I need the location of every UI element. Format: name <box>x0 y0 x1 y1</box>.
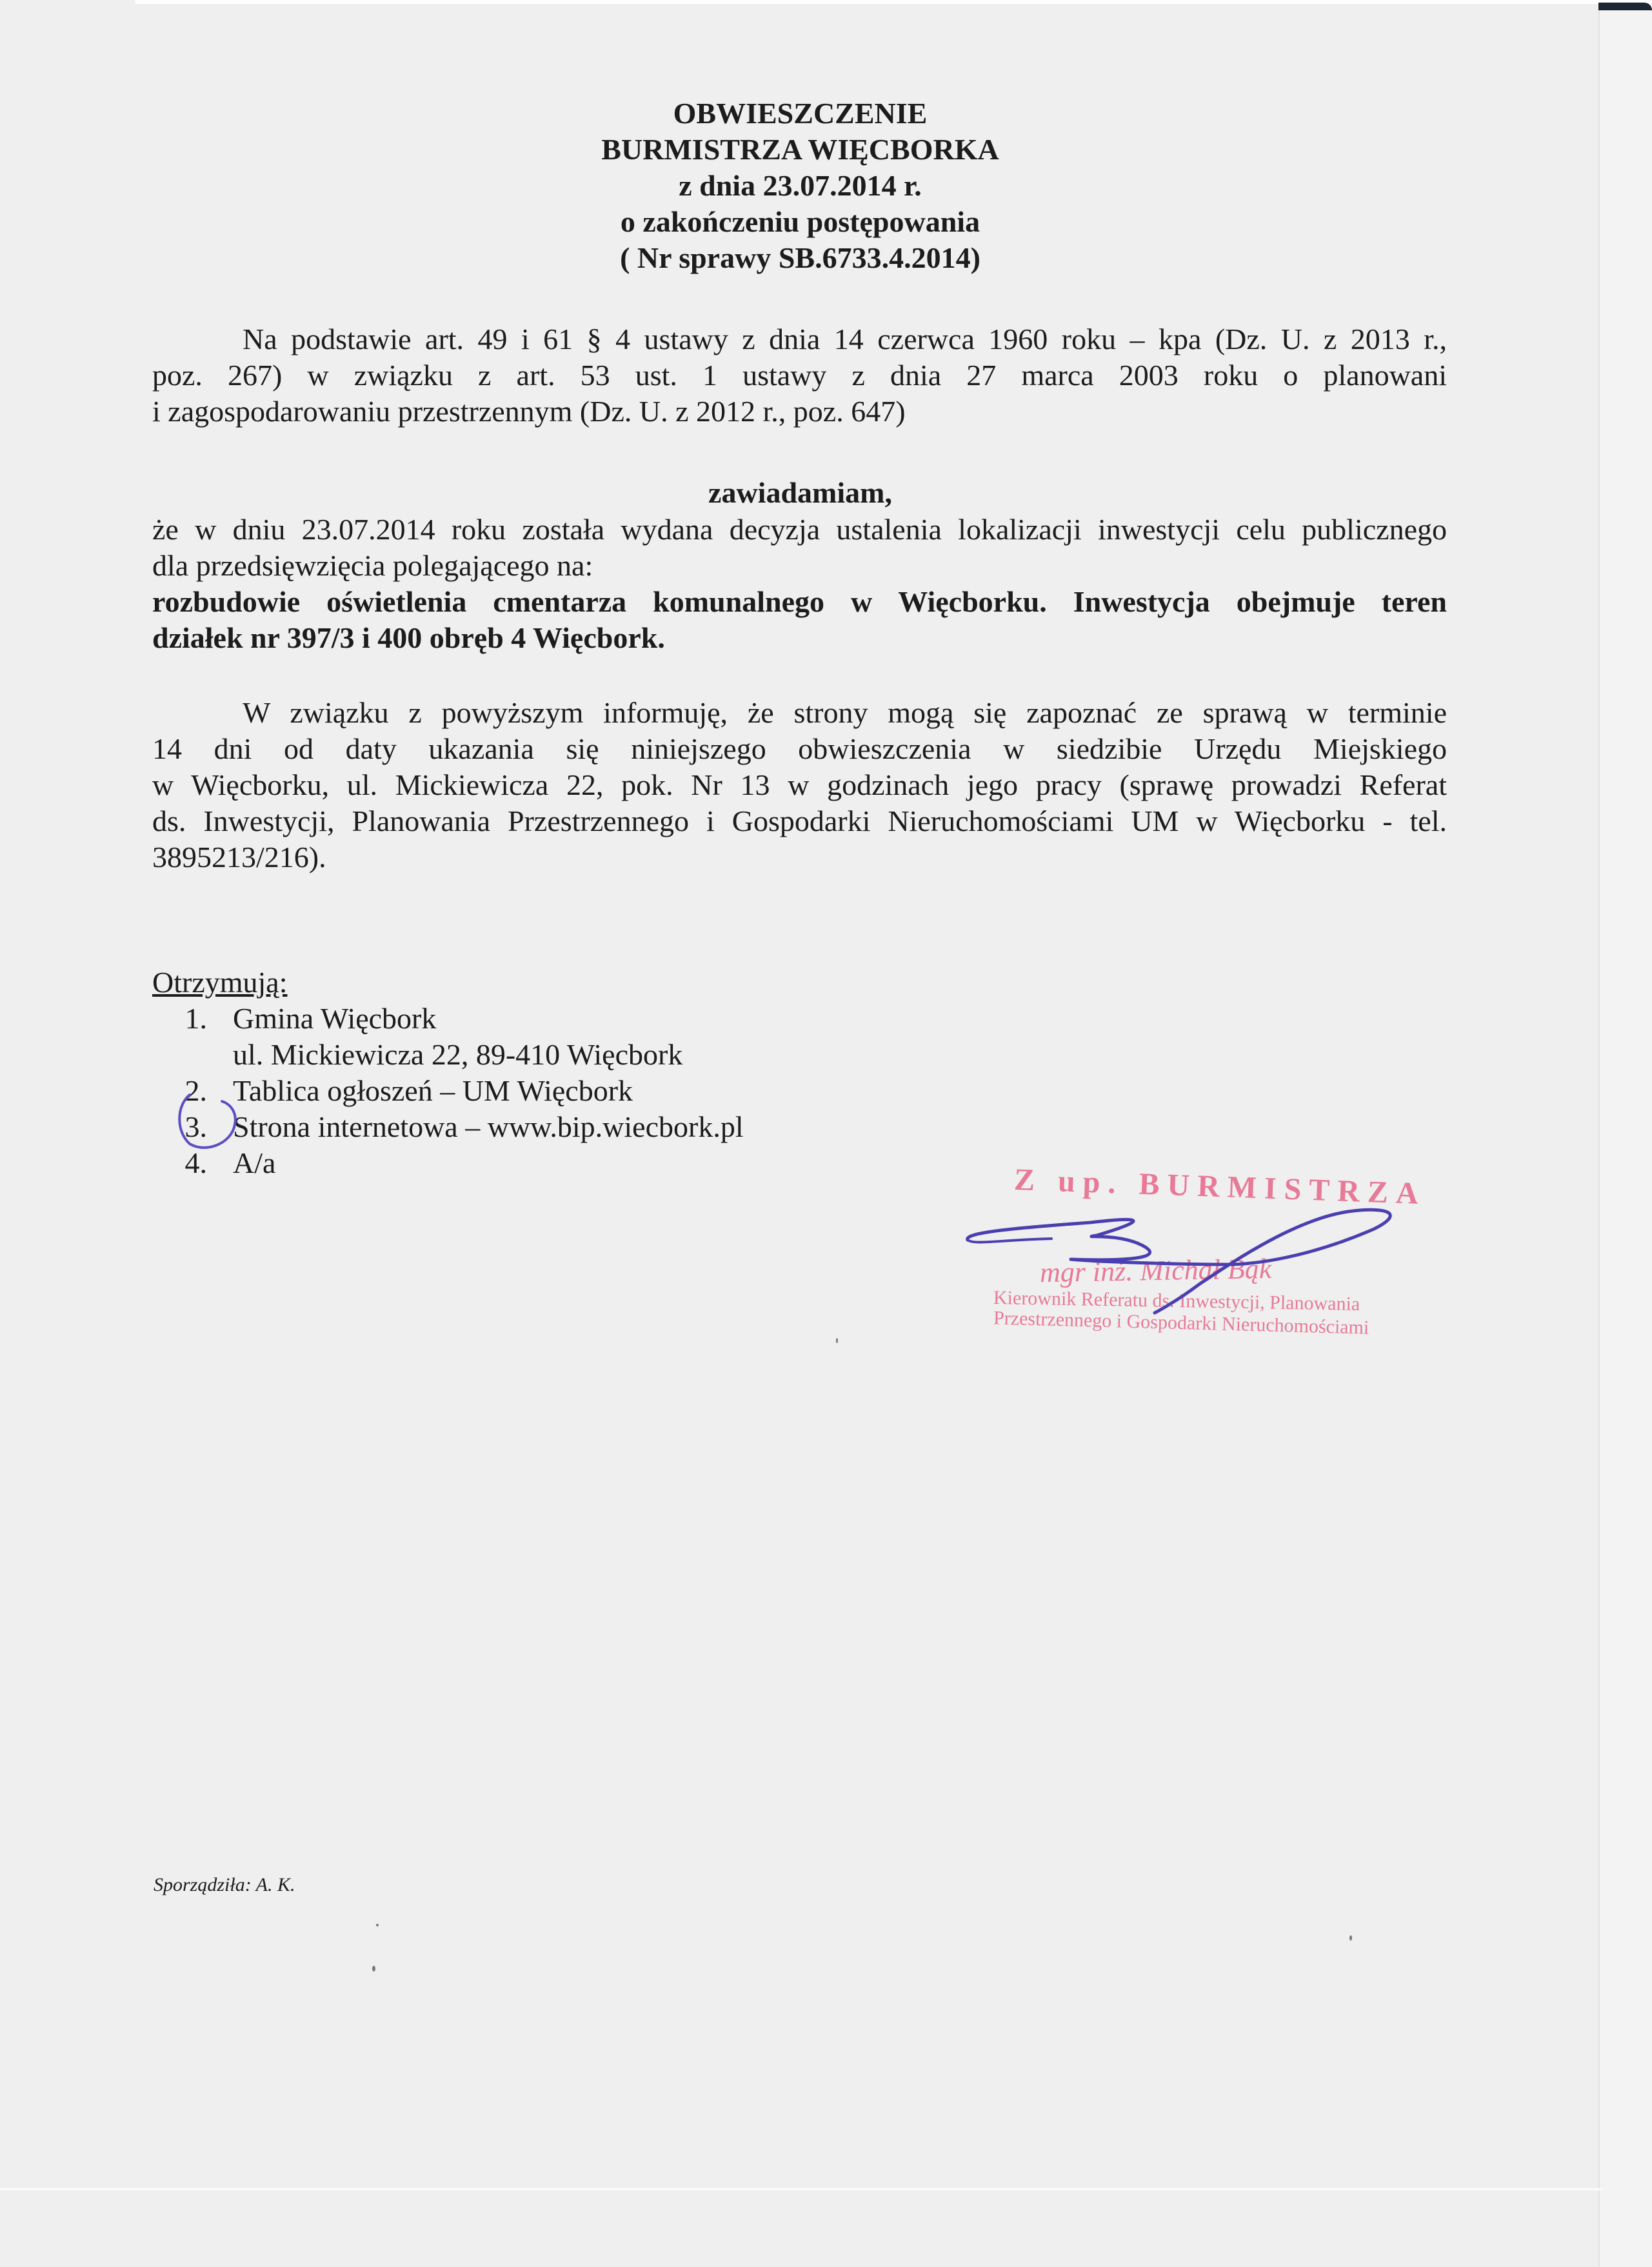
pen-circle-mark <box>170 1092 246 1150</box>
stamp-signatory-name: mgr inż. Michał Bąk <box>1039 1252 1272 1289</box>
header-subject: o zakończeniu postępowania <box>620 205 980 238</box>
announce-heading: zawiadamiam, <box>708 476 892 509</box>
paragraph-line: W związku z powyższym informuję, że strony mogą się zapoznać ze sprawą w terminie <box>243 696 1447 729</box>
paragraph-line: dla przedsięwzięcia polegającego na: <box>152 549 593 582</box>
paragraph-line: w Więcborku, ul. Mickiewicza 22, pok. Nr 13 w godzinach jego pracy (sprawę prowadzi Referat <box>152 768 1447 801</box>
recipient-name: A/a <box>233 1146 276 1179</box>
decision-paragraph <box>152 512 1447 656</box>
recipient-name: Tablica ogłoszeń – UM Więcbork <box>233 1074 633 1107</box>
information-paragraph <box>152 695 1447 875</box>
recipient-number: 3. <box>184 1110 207 1143</box>
recipients-title: Otrzymują: <box>152 966 288 999</box>
scan-page-edge <box>1598 5 1652 2267</box>
handwritten-signature <box>961 1200 1413 1316</box>
recipient-name: Gmina Więcbork <box>233 1002 437 1035</box>
header-title: OBWIESZCZENIE <box>673 97 928 130</box>
investment-description-line: działek nr 397/3 i 400 obręb 4 Więcbork. <box>152 621 665 654</box>
paragraph-line: poz. 267) w związku z art. 53 ust. 1 ustawy z dnia 27 marca 2003 roku o planowani <box>152 359 1447 392</box>
scan-speck <box>372 1966 375 1972</box>
header-case-number: ( Nr sprawy SB.6733.4.2014) <box>620 241 980 274</box>
paragraph-line: ds. Inwestycji, Planowania Przestrzennego i Gospodarki Nieruchomościami UM w Więcborku - tel. <box>152 804 1447 837</box>
paragraph-line: i zagospodarowaniu przestrzennym (Dz. U. z 2012 r., poz. 647) <box>152 395 906 428</box>
recipient-item <box>152 1145 744 1181</box>
scan-corner-shadow <box>1598 3 1652 10</box>
recipient-address: ul. Mickiewicza 22, 89-410 Więcbork <box>233 1038 683 1071</box>
stamp-title: Z up. BURMISTRZA <box>1013 1162 1427 1212</box>
scan-speck <box>1349 1935 1352 1941</box>
prepared-by: Sporządziła: A. K. <box>154 1874 295 1895</box>
scan-speck <box>376 1924 379 1926</box>
investment-description-line: rozbudowie oświetlenia cmentarza komunalnego w Więcborku. Inwestycja obejmuje teren <box>152 585 1447 618</box>
scan-bottom-edge <box>0 2188 1602 2190</box>
paragraph-line: że w dniu 23.07.2014 roku została wydana decyzja ustalenia lokalizacji inwestycji celu publicznego <box>152 513 1447 546</box>
stamp-role: Przestrzennego i Gospodarki Nieruchomościami <box>993 1307 1369 1339</box>
header-date: z dnia 23.07.2014 r. <box>679 169 922 202</box>
recipient-name: Strona internetowa – www.bip.wiecbork.pl <box>233 1110 744 1143</box>
header-issuer: BURMISTRZA WIĘCBORKA <box>601 133 999 166</box>
paragraph-line: 3895213/216). <box>152 841 326 874</box>
scan-top-edge <box>135 0 1652 4</box>
recipient-item <box>152 1001 744 1037</box>
paragraph-line: Na podstawie art. 49 i 61 § 4 ustawy z dnia 14 czerwca 1960 roku – kpa (Dz. U. z 2013 r., <box>243 323 1447 355</box>
paragraph-line: 14 dni od daty ukazania się niniejszego obwieszczenia w siedzibie Urzędu Miejskiego <box>152 732 1447 765</box>
scan-speck <box>836 1338 838 1343</box>
stamp-role: Kierownik Referatu ds. Inwestycji, Planowania <box>993 1287 1360 1315</box>
recipient-number: 2. <box>184 1074 207 1107</box>
recipient-number: 4. <box>184 1146 207 1179</box>
recipient-number: 1. <box>184 1002 207 1035</box>
document-header <box>0 95 1652 276</box>
legal-basis-paragraph <box>152 321 1447 430</box>
